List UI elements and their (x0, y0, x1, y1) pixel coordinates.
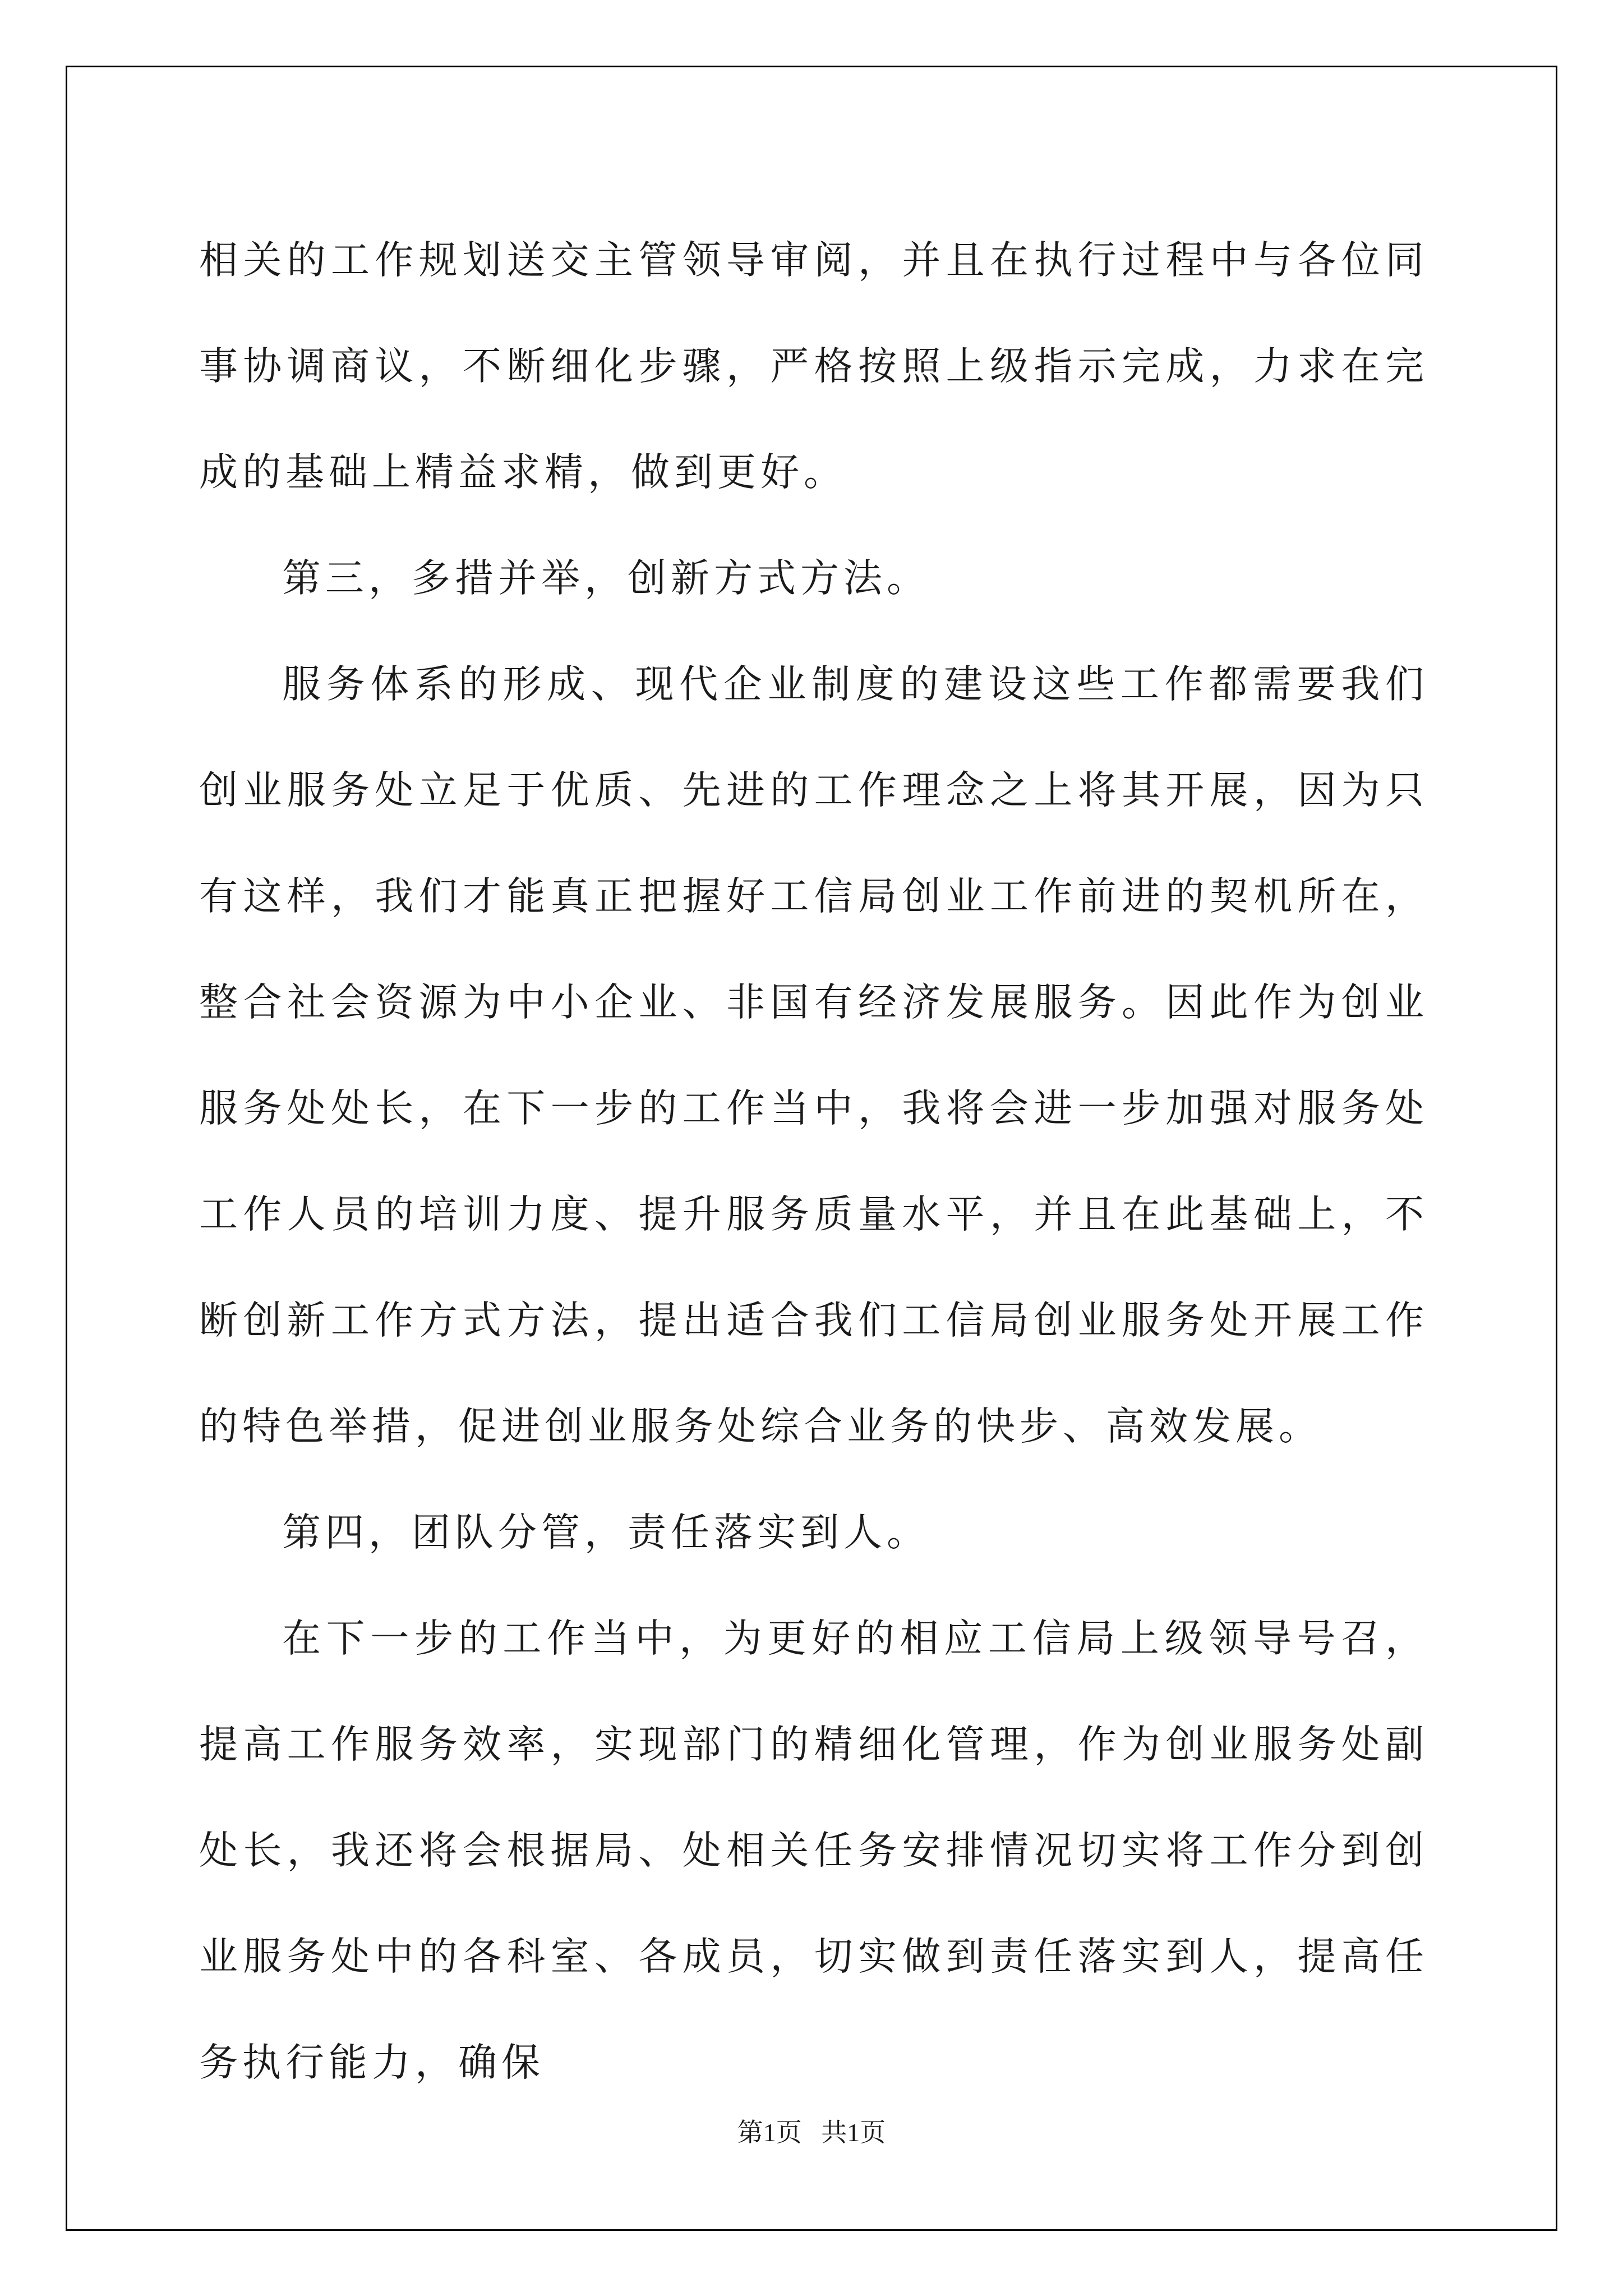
document-body (199, 208, 1428, 2116)
section-heading: 第四，团队分管，责任落实到人。 (282, 1510, 930, 1555)
paragraph: 在下一步的工作当中，为更好的相应工信局上级领导号召，提高工作服务效率，实现部门的精细化管理，作为创业服务处副处长，我还将会根据局、处相关任务安排情况切实将工作分到创业服务处中的各科室、各成员，切实做到责任落实到人，提高任务执行能力，确保 (199, 1616, 1428, 2085)
paragraph: 服务体系的形成、现代企业制度的建设这些工作都需要我们创业服务处立足于优质、先进的工作理念之上将其开展，因为只有这样，我们才能真正把握好工信局创业工作前进的契机所在，整合社会资源为中小企业、非国有经济发展服务。因此作为创业服务处处长，在下一步的工作当中，我将会进一步加强对服务处工作人员的培训力度、提升服务质量水平，并且在此基础上，不断创新工作方式方法，提出适合我们工信局创业服务处开展工作的特色举措，促进创业服务处综合业务的快步、高效发展。 (199, 662, 1428, 1449)
section-heading: 第三，多措并举，创新方式方法。 (282, 556, 930, 601)
paragraph: 相关的工作规划送交主管领导审阅，并且在执行过程中与各位同事协调商议，不断细化步骤，严格按照上级指示完成，力求在完成的基础上精益求精，做到更好。 (199, 238, 1428, 495)
page-footer: 第1页 共1页 (737, 2118, 886, 2147)
